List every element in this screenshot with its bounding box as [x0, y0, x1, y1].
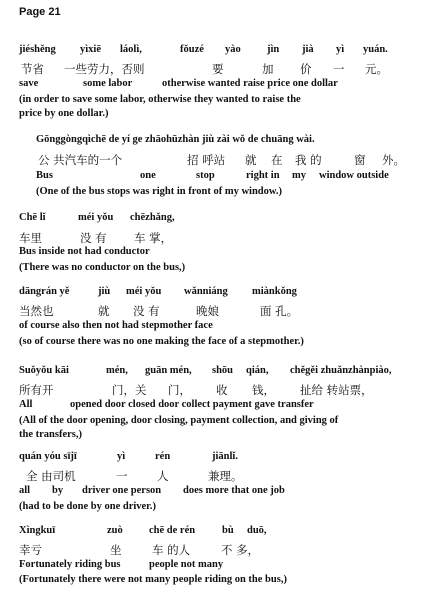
- pinyin-word: rén: [155, 451, 171, 462]
- pinyin-word: yào: [225, 44, 241, 55]
- pinyin-word: jiéshěng: [19, 44, 56, 55]
- pinyin-word: yì: [117, 451, 126, 462]
- pinyin-word: miànkǒng: [252, 286, 297, 297]
- hanzi-word: 一些劳力，否则: [64, 62, 145, 76]
- gloss-word: save: [19, 78, 39, 89]
- gloss-word: All: [19, 399, 33, 410]
- page-title: Page 21: [19, 6, 61, 18]
- gloss-word: window outside: [319, 170, 389, 181]
- hanzi-word: 外。: [382, 153, 405, 167]
- pinyin-word: jià: [302, 44, 314, 55]
- translation-line: (There was no conductor on the bus,): [19, 262, 186, 273]
- translation-line: (had to be done by one driver.): [19, 501, 156, 512]
- hanzi-word: 元。: [365, 62, 388, 76]
- hanzi-word: 我 的: [295, 153, 322, 167]
- hanzi-word: 价: [300, 62, 312, 76]
- hanzi-word: 不 多，: [221, 543, 260, 557]
- pinyin-word: yuán.: [363, 44, 388, 55]
- gloss-word: opened door closed door collect payment gave transfer: [70, 399, 314, 410]
- hanzi-word: 窗: [354, 153, 366, 167]
- hanzi-word: 晚娘: [196, 304, 219, 318]
- hanzi-word: 当然也: [19, 304, 54, 318]
- pinyin-word: zuò: [107, 525, 123, 536]
- pinyin-word: jiù: [98, 286, 111, 297]
- hanzi-word: 没 有: [133, 304, 160, 318]
- translation-line: (Fortunately there were not many people riding on the bus,): [19, 574, 287, 585]
- gloss-word: Bus inside not had conductor: [19, 246, 150, 257]
- hanzi-word: 公 共汽车的一个: [38, 153, 123, 167]
- pinyin-word: chěgěi zhuǎnzhànpiào,: [290, 365, 392, 376]
- translation-line: (All of the door opening, door closing, payment collection, and giving of: [19, 415, 339, 426]
- pinyin-word: jiānlǐ.: [212, 451, 238, 462]
- hanzi-word: 车 掌，: [134, 231, 173, 245]
- hanzi-word: 一: [333, 62, 345, 76]
- hanzi-word: 收: [216, 383, 228, 397]
- pinyin-word: shōu: [212, 365, 234, 376]
- gloss-word: one: [140, 170, 156, 181]
- pinyin-word: dāngrán yě: [19, 286, 70, 297]
- hanzi-word: 所有开: [19, 383, 54, 397]
- gloss-word: driver one person: [82, 485, 162, 496]
- hanzi-word: 就: [245, 153, 257, 167]
- pinyin-word: méi yǒu: [126, 286, 162, 297]
- hanzi-word: 兼理。: [208, 469, 243, 483]
- pinyin-word: bù: [222, 525, 234, 536]
- pinyin-word: méi yǒu: [78, 212, 114, 223]
- gloss-word: right in: [246, 170, 280, 181]
- pinyin-word: chēzhǎng,: [130, 212, 175, 223]
- translation-line: the transfers,): [19, 429, 82, 440]
- hanzi-word: 车 的人: [152, 543, 191, 557]
- pinyin-word: qián,: [246, 365, 269, 376]
- pinyin-word: Chē lǐ: [19, 212, 46, 223]
- pinyin-word: guān mén,: [145, 365, 192, 376]
- pinyin-word: mén,: [106, 365, 128, 376]
- pinyin-word: quán yóu sījī: [19, 451, 77, 462]
- pinyin-word: Suǒyǒu kāi: [19, 365, 69, 376]
- gloss-word: some labor: [83, 78, 133, 89]
- hanzi-word: 幸亏: [19, 543, 42, 557]
- pinyin-word: fǒuzé: [180, 44, 204, 55]
- pinyin-word: duō,: [247, 525, 267, 536]
- hanzi-word: 没 有: [80, 231, 107, 245]
- hanzi-word: 一: [116, 469, 128, 483]
- gloss-word: by: [52, 485, 64, 496]
- gloss-word: does more that one job: [183, 485, 285, 496]
- hanzi-word: 招 呼站: [187, 153, 226, 167]
- hanzi-word: 节省: [21, 62, 44, 76]
- pinyin-word: wǎnniáng: [184, 286, 228, 297]
- hanzi-word: 车里: [19, 231, 42, 245]
- translation-line: (One of the bus stops was right in front of my window.): [36, 186, 282, 197]
- gloss-word: my: [292, 170, 306, 181]
- pinyin-word: yìxiē: [80, 44, 101, 55]
- gloss-word: Bus: [36, 170, 53, 181]
- pinyin-word: yì: [336, 44, 345, 55]
- pinyin-word: láolì,: [120, 44, 142, 55]
- hanzi-word: 人: [157, 469, 169, 483]
- hanzi-word: 就: [98, 304, 110, 318]
- hanzi-word: 坐: [110, 543, 122, 557]
- hanzi-word: 全 由司机: [26, 469, 76, 483]
- hanzi-word: 面 孔。: [260, 304, 299, 318]
- translation-line: price by one dollar.): [19, 108, 109, 119]
- translation-line: (so of course there was no one making the face of a stepmother.): [19, 336, 304, 347]
- translation-line: (in order to save some labor, otherwise they wanted to raise the: [19, 94, 301, 105]
- hanzi-word: 门，: [168, 383, 191, 397]
- gloss-word: otherwise wanted raise price one dollar: [162, 78, 338, 89]
- hanzi-word: 钱，: [252, 383, 275, 397]
- gloss-word: stop: [196, 170, 215, 181]
- pinyin-word: jìn: [267, 44, 280, 55]
- hanzi-word: 要: [212, 62, 224, 76]
- gloss-word: people not many: [149, 559, 224, 570]
- pinyin-word: Xìngkuī: [19, 525, 56, 536]
- gloss-word: Fortunately riding bus: [19, 559, 121, 570]
- pinyin-word: chē de rén: [149, 525, 196, 536]
- pinyin-word: Gōnggòngqìchē de yí ge zhāohūzhàn jiù zài wǒ de chuāng wài.: [36, 134, 315, 145]
- hanzi-word: 门，关: [112, 383, 147, 397]
- gloss-word: of course also then not had stepmother face: [19, 320, 213, 331]
- hanzi-word: 在: [271, 153, 283, 167]
- hanzi-word: 加: [262, 62, 274, 76]
- gloss-word: all: [19, 485, 31, 496]
- hanzi-word: 扯给 转站票，: [300, 383, 373, 397]
